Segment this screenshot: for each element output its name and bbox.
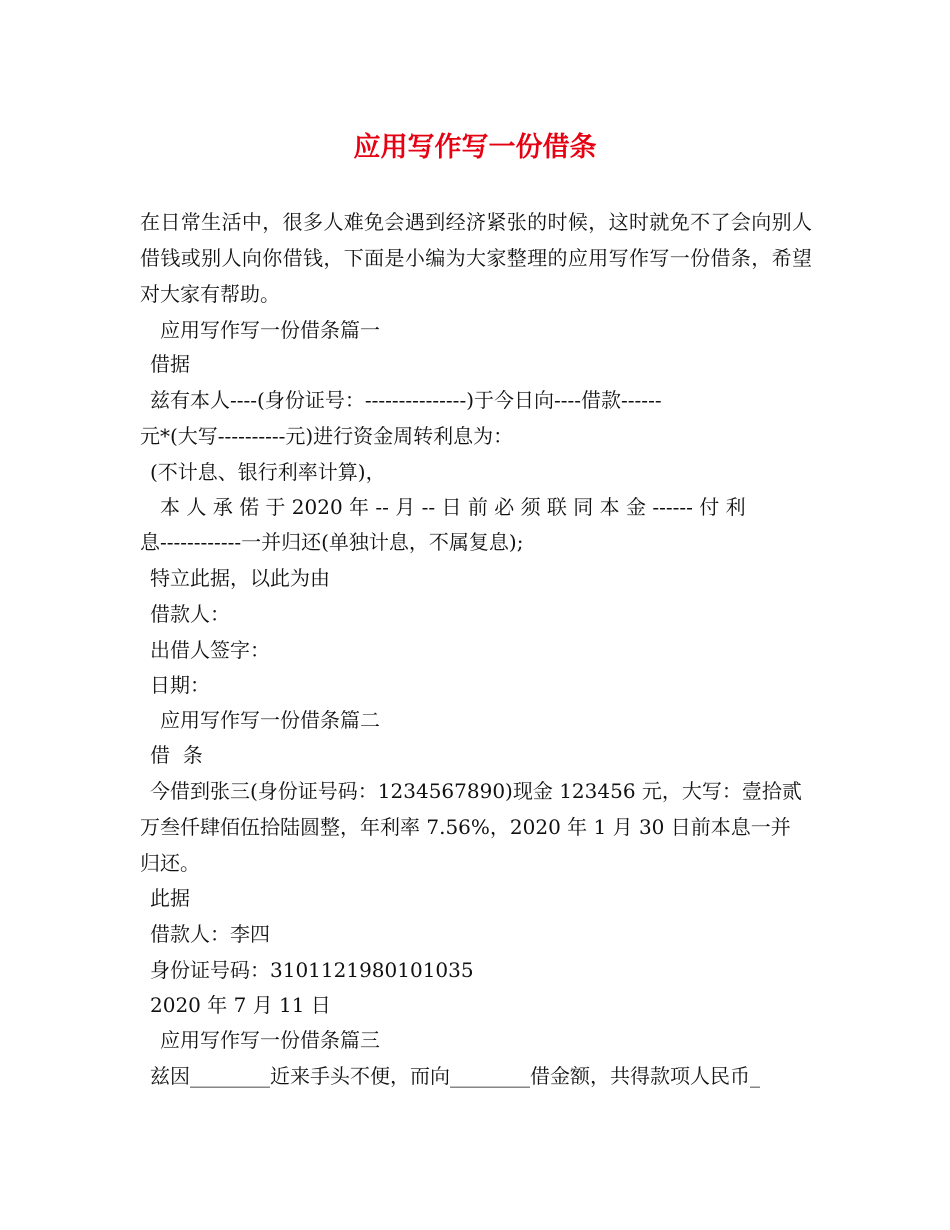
section1-line2: 元*(大写----------元)进行资金周转利息为：	[140, 424, 514, 448]
intro-paragraph: 在日常生活中，很多人难免会遇到经济紧张的时候，这时就免不了会向别人借钱或别人向你借钱，下面是小编为大家整理的应用写作写一份借条，希望对大家有帮助。	[140, 210, 812, 306]
document-title: 应用写作写一份借条	[353, 132, 597, 163]
section3-heading: 应用写作写一份借条篇三	[160, 1028, 380, 1052]
section1-date: 日期：	[150, 673, 210, 697]
section2-label2: 此据	[150, 886, 190, 910]
section1-borrower: 借款人：	[150, 602, 230, 626]
section1-line4: 本 人 承 偌 于 2020 年 -- 月 -- 日 前 必 须 联 同 本 金 ------ 付 利	[160, 495, 746, 519]
section1-line6: 特立此据，以此为由	[150, 566, 330, 590]
section2-id: 身份证号码：3101121980101035	[150, 958, 474, 982]
section2-line1: 今借到张三(身份证号码：1234567890)现金 123456 元，大写：壹拾贰	[150, 779, 802, 803]
section1-line1: 兹有本人----(身份证号：---------------)于今日向----借款------	[150, 388, 662, 412]
section2-heading: 应用写作写一份借条篇二	[160, 708, 380, 732]
section1-lender: 出借人签字：	[150, 638, 270, 662]
section1-heading: 应用写作写一份借条篇一	[160, 318, 380, 342]
section2-line2: 万叁仟肆佰伍拾陆圆整，年利率 7.56%，2020 年 1 月 30 日前本息一并	[140, 815, 791, 839]
section2-line3: 归还。	[140, 851, 200, 875]
section2-date: 2020 年 7 月 11 日	[150, 993, 331, 1017]
section1-line5: 息------------一并归还(单独计息，不属复息);	[140, 530, 524, 554]
section2-label: 借 条	[150, 743, 203, 767]
section1-label: 借据	[150, 352, 190, 376]
section1-line3: (不计息、银行利率计算)，	[150, 460, 386, 484]
section3-line1: 兹因________近来手头不便，而向________借金额，共得款项人民币_	[150, 1064, 760, 1088]
section2-borrower: 借款人：李四	[150, 922, 270, 946]
